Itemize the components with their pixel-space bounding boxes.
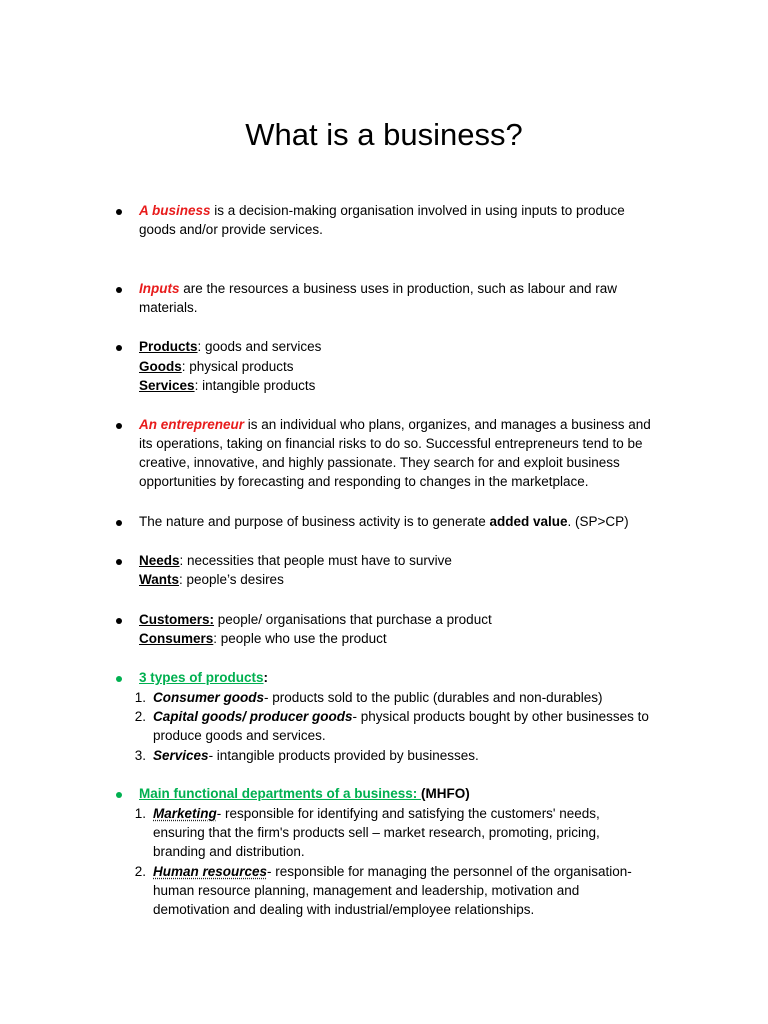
goods-def: : physical products [181, 359, 294, 374]
dept-item-human-resources [153, 862, 632, 882]
types-colon: : [263, 670, 269, 685]
dept-term: Marketing [153, 806, 217, 821]
entrepreneur-line-4: opportunities by forecasting and responding to changes in the marketplace. [139, 474, 589, 489]
type-term: Consumer goods [153, 690, 265, 705]
list-number: 1. [134, 806, 146, 821]
dept-item-human-resources-cont: demotivation and dealing with industrial/employee relationships. [153, 902, 535, 917]
bullet-dot [116, 676, 122, 682]
nature-line [139, 512, 629, 532]
entrepreneur-def: is an individual who plans, organizes, and manages a business and [244, 417, 651, 432]
bullet-dot [116, 618, 122, 624]
consumers-line [139, 629, 387, 649]
page-title: What is a business? [245, 117, 523, 152]
types-heading: 3 types of products [139, 670, 264, 685]
inputs-line-2: materials. [139, 300, 198, 315]
departments-heading-line [139, 784, 470, 804]
type-term: Capital goods/ producer goods [153, 709, 353, 724]
products-term: Products [139, 339, 198, 354]
wants-def: : people’s desires [179, 572, 284, 587]
bullet-dot [116, 792, 122, 798]
business-line-1 [139, 201, 625, 221]
types-heading-line [139, 668, 268, 688]
products-def: : goods and services [197, 339, 322, 354]
business-term: A business [139, 203, 211, 218]
bullet-dot [116, 559, 122, 565]
services-def: : intangible products [194, 378, 316, 393]
bullet-dot [116, 345, 122, 351]
goods-term: Goods [139, 359, 182, 374]
type-def: - physical products bought by other businesses to [352, 709, 649, 724]
bullet-dot [116, 287, 122, 293]
type-item-consumer-goods [153, 688, 602, 708]
type-item-services [153, 746, 479, 766]
list-number: 2. [134, 864, 146, 879]
bullet-dot [116, 520, 122, 526]
entrepreneur-line-3: creative, innovative, and highly passionate. They search for and exploit business [139, 455, 620, 470]
services-term: Services [139, 378, 195, 393]
dept-item-human-resources-cont: human resource planning, management and leadership, motivation and [153, 883, 580, 898]
wants-term: Wants [139, 572, 179, 587]
consumers-term: Consumers [139, 631, 214, 646]
dept-item-marketing [153, 804, 600, 824]
products-line [139, 337, 321, 357]
dept-def: - responsible for identifying and satisfying the customers' needs, [216, 806, 600, 821]
type-def: - intangible products provided by businesses. [208, 748, 479, 763]
departments-heading: Main functional departments of a business: [139, 786, 422, 801]
departments-acronym: (MHFO) [421, 786, 470, 801]
customers-term: Customers: [139, 612, 215, 627]
bullet-dot [116, 209, 122, 215]
list-number: 1. [134, 690, 146, 705]
wants-line [139, 570, 284, 590]
customers-def: people/ organisations that purchase a product [214, 612, 492, 627]
goods-line [139, 357, 294, 377]
nature-text: The nature and purpose of business activity is to generate [139, 514, 490, 529]
business-def: is a decision-making organisation involved in using inputs to produce [210, 203, 625, 218]
services-line [139, 376, 315, 396]
business-line-2: goods and/or provide services. [139, 222, 323, 237]
type-def: - products sold to the public (durables and non-durables) [264, 690, 603, 705]
added-value: added value [489, 514, 568, 529]
type-term: Services [153, 748, 209, 763]
dept-item-marketing-cont: branding and distribution. [153, 844, 305, 859]
nature-tail: . (SP>CP) [567, 514, 629, 529]
needs-def: : necessities that people must have to survive [179, 553, 452, 568]
inputs-term: Inputs [139, 281, 180, 296]
needs-term: Needs [139, 553, 180, 568]
list-number: 3. [134, 748, 146, 763]
needs-line [139, 551, 452, 571]
dept-item-marketing-cont: ensuring that the firm's products sell – market research, promoting, pricing, [153, 825, 600, 840]
list-number: 2. [134, 709, 146, 724]
type-item-capital-goods-cont: produce goods and services. [153, 728, 326, 743]
inputs-def: are the resources a business uses in production, such as labour and raw [179, 281, 617, 296]
inputs-line-1 [139, 279, 617, 299]
bullet-dot [116, 423, 122, 429]
type-item-capital-goods [153, 707, 649, 727]
dept-def: - responsible for managing the personnel of the organisation- [267, 864, 632, 879]
entrepreneur-line-2: its operations, taking on financial risks to do so. Successful entrepreneurs tend to be [139, 436, 643, 451]
customers-line [139, 610, 492, 630]
dept-term: Human resources [153, 864, 268, 879]
consumers-def: : people who use the product [213, 631, 387, 646]
entrepreneur-term: An entrepreneur [139, 417, 245, 432]
entrepreneur-line-1 [139, 415, 651, 435]
